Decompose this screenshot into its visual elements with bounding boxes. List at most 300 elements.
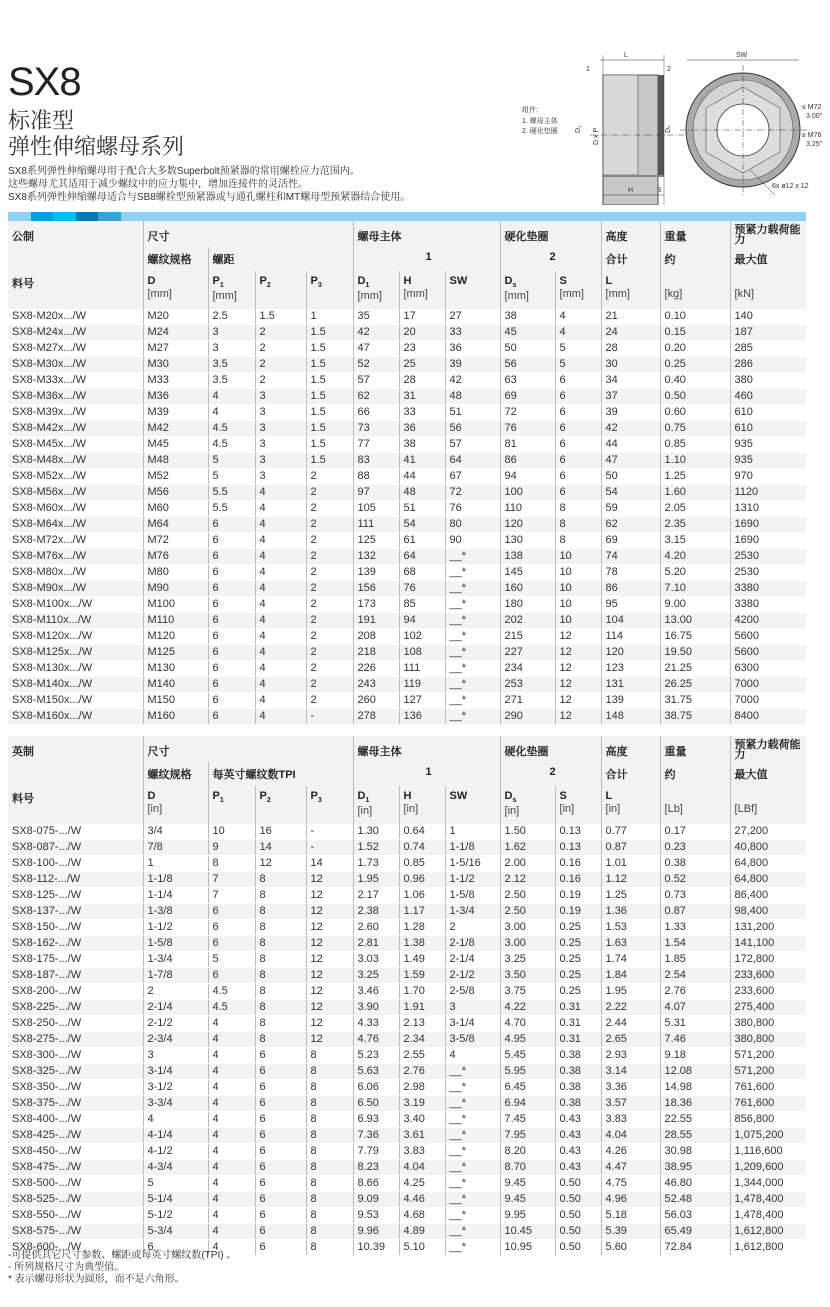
table-cell: 6.50 — [353, 1096, 399, 1112]
table-cell: 3.75 — [500, 984, 555, 1000]
nut-diagram — [510, 45, 830, 205]
table-cell: 0.31 — [555, 1016, 601, 1032]
table-cell: 2.12 — [500, 872, 555, 888]
table-cell: 9.09 — [353, 1192, 399, 1208]
table-cell: 0.77 — [601, 824, 660, 840]
table-cell: 0.25 — [660, 357, 730, 373]
table-cell: 4 — [255, 709, 306, 725]
column-symbol: L — [605, 275, 613, 287]
table-cell: 42 — [601, 421, 660, 437]
header-column — [306, 271, 353, 309]
table-cell: 2 — [255, 341, 306, 357]
table-cell: 4.47 — [601, 1160, 660, 1176]
part-number-cell: SX8-425-.../W — [8, 1128, 143, 1144]
table-cell: 108 — [399, 645, 445, 661]
component-1-label: 1. 螺母主体 — [522, 118, 558, 125]
table-cell: 3 — [445, 1000, 500, 1016]
table-cell: 0.50 — [555, 1224, 601, 1240]
table-row — [8, 1208, 806, 1224]
table-cell: 1-1/8 — [143, 872, 208, 888]
table-cell: 271 — [500, 693, 555, 709]
table-cell: 5.63 — [353, 1064, 399, 1080]
table-cell: 6.93 — [353, 1112, 399, 1128]
table-cell: 10 — [555, 581, 601, 597]
table-cell: 1.73 — [353, 856, 399, 872]
table-cell: 8 — [555, 517, 601, 533]
table-cell: 86 — [601, 581, 660, 597]
column-symbol: D — [147, 275, 156, 287]
table-cell: 74 — [601, 549, 660, 565]
table-cell: 56 — [445, 421, 500, 437]
table-cell: 2 — [306, 469, 353, 485]
table-cell: 4200 — [730, 613, 806, 629]
table-cell: 13.00 — [660, 613, 730, 629]
table-cell: 5.95 — [500, 1064, 555, 1080]
table-cell: 1.12 — [601, 872, 660, 888]
table-cell: 52 — [353, 357, 399, 373]
part-number-cell: SX8-550-.../W — [8, 1208, 143, 1224]
table-cell: 47 — [601, 453, 660, 469]
table-cell: 20 — [399, 325, 445, 341]
table-cell: 0.25 — [555, 952, 601, 968]
table-cell: 6 — [255, 1096, 306, 1112]
table-cell: 10 — [555, 565, 601, 581]
table-cell: 100 — [500, 485, 555, 501]
table-cell: 4.89 — [399, 1224, 445, 1240]
table-cell: 4 — [255, 485, 306, 501]
table-cell: 8 — [306, 1048, 353, 1064]
table-cell: 1.5 — [306, 325, 353, 341]
table-cell: 131,200 — [730, 920, 806, 936]
table-row — [8, 888, 806, 904]
part-number-cell: SX8-M39x.../W — [8, 405, 143, 421]
table-cell: 12 — [306, 984, 353, 1000]
table-cell: 6 — [255, 1048, 306, 1064]
header-washer: 硬化垫圈 — [500, 736, 601, 762]
table-cell: 1.59 — [399, 968, 445, 984]
table-cell: 1.5 — [306, 389, 353, 405]
table-cell: 1.5 — [306, 373, 353, 389]
table-cell: 215 — [500, 629, 555, 645]
table-cell: 68 — [399, 565, 445, 581]
footnote: - 所列规格尺寸为典型值。 — [8, 1262, 125, 1273]
table-cell: 47 — [353, 341, 399, 357]
table-cell: 1-3/4 — [143, 952, 208, 968]
table-cell: 2.44 — [601, 1016, 660, 1032]
table-cell: 52.48 — [660, 1192, 730, 1208]
table-cell: 3.83 — [399, 1144, 445, 1160]
table-cell: 2 — [306, 629, 353, 645]
table-cell: 8 — [255, 920, 306, 936]
table-cell: 3 — [143, 1048, 208, 1064]
header-column — [255, 271, 306, 309]
table-cell: 1.5 — [306, 341, 353, 357]
table-cell: 6 — [208, 533, 255, 549]
table-cell: M160 — [143, 709, 208, 725]
table-cell: 4 — [208, 1240, 255, 1256]
table-cell: 76 — [500, 421, 555, 437]
header-weight: 重量 — [660, 736, 730, 762]
table-cell: 935 — [730, 437, 806, 453]
table-cell: 1.84 — [601, 968, 660, 984]
table-cell: 57 — [353, 373, 399, 389]
table-cell: 104 — [601, 613, 660, 629]
table-cell: 4 — [208, 1144, 255, 1160]
table-cell: 12 — [555, 661, 601, 677]
column-unit: [Lb] — [664, 803, 683, 815]
table-cell: 7.79 — [353, 1144, 399, 1160]
table-cell: 48 — [445, 389, 500, 405]
table-row — [8, 952, 806, 968]
table-cell: 65.49 — [660, 1224, 730, 1240]
table-cell: 19.50 — [660, 645, 730, 661]
header-max: 最大值 — [730, 762, 806, 786]
table-cell: 120 — [601, 645, 660, 661]
table-cell: 0.96 — [399, 872, 445, 888]
table-cell: 1-5/16 — [445, 856, 500, 872]
table-cell: 1.5 — [306, 437, 353, 453]
table-cell: 8 — [255, 888, 306, 904]
table-cell: 59 — [601, 501, 660, 517]
table-cell: 8 — [555, 501, 601, 517]
table-cell: 1-3/8 — [143, 904, 208, 920]
table-cell: 5600 — [730, 645, 806, 661]
table-cell: 12 — [306, 968, 353, 984]
table-cell: 141,100 — [730, 936, 806, 952]
header-pitch: 螺距 — [208, 247, 353, 271]
table-cell: 8 — [555, 533, 601, 549]
table-cell: 7.95 — [500, 1128, 555, 1144]
column-symbol: SW — [449, 790, 468, 802]
table-cell: 21 — [601, 309, 660, 325]
table-cell: 8 — [208, 856, 255, 872]
table-cell: 6 — [555, 485, 601, 501]
table-cell: 1-1/2 — [445, 872, 500, 888]
table-cell: 3.61 — [399, 1128, 445, 1144]
table-cell: 86,400 — [730, 888, 806, 904]
table-cell: 1.95 — [353, 872, 399, 888]
table-cell: 3.5 — [208, 373, 255, 389]
footnote: -可提供其它尺寸参数、螺距或每英寸螺纹数(TPI) 。 — [8, 1250, 237, 1261]
table-cell: 935 — [730, 453, 806, 469]
table-cell: 9.53 — [353, 1208, 399, 1224]
column-subscript: 2 — [266, 797, 271, 805]
table-row — [8, 677, 806, 693]
intro-line: 这些螺母尤其适用于减少螺纹中的应力集中，增加连接件的灵活性。 — [8, 179, 308, 190]
table-row — [8, 1144, 806, 1160]
table-row — [8, 373, 806, 389]
table-cell: 7000 — [730, 693, 806, 709]
table-cell: 6 — [555, 405, 601, 421]
table-cell: 0.85 — [399, 856, 445, 872]
table-cell: 4.26 — [601, 1144, 660, 1160]
table-cell: 5.5 — [208, 501, 255, 517]
table-cell: 10.39 — [353, 1240, 399, 1256]
table-cell: 8 — [255, 904, 306, 920]
table-cell: 5.5 — [208, 485, 255, 501]
table-cell: 12 — [555, 709, 601, 725]
table-cell: 6 — [143, 1240, 208, 1256]
holes-label: 6x ø12 x 12 — [772, 183, 809, 190]
table-cell: 0.19 — [555, 888, 601, 904]
table-cell: 12.08 — [660, 1064, 730, 1080]
header-height: 高度 — [601, 221, 660, 247]
table-cell: 571,200 — [730, 1048, 806, 1064]
table-cell: 1-7/8 — [143, 968, 208, 984]
part-number-cell: SX8-225-.../W — [8, 1000, 143, 1016]
part-number-cell: SX8-M90x.../W — [8, 581, 143, 597]
table-cell: 8 — [255, 1016, 306, 1032]
part-number-cell: SX8-M150x.../W — [8, 693, 143, 709]
table-cell: __* — [445, 1144, 500, 1160]
table-cell: __* — [445, 1096, 500, 1112]
table-cell: 119 — [399, 677, 445, 693]
table-cell: __* — [445, 677, 500, 693]
table-cell: M90 — [143, 581, 208, 597]
table-row — [8, 872, 806, 888]
table-cell: 3 — [255, 437, 306, 453]
table-cell: 856,800 — [730, 1112, 806, 1128]
table-cell: M20 — [143, 309, 208, 325]
table-cell: __* — [445, 1128, 500, 1144]
table-cell: 6 — [208, 936, 255, 952]
part-number-cell: SX8-M120x.../W — [8, 629, 143, 645]
table-cell: 7.36 — [353, 1128, 399, 1144]
table-cell: 1690 — [730, 533, 806, 549]
table-cell: M42 — [143, 421, 208, 437]
table-cell: 39 — [445, 357, 500, 373]
dim-S: S — [657, 187, 662, 194]
table-row — [8, 984, 806, 1000]
table-cell: 45 — [500, 325, 555, 341]
table-cell: 62 — [601, 517, 660, 533]
table-cell: 160 — [500, 581, 555, 597]
table-cell: 2 — [306, 517, 353, 533]
table-cell: 23 — [399, 341, 445, 357]
column-unit: [in] — [559, 803, 575, 815]
header-max: 最大值 — [730, 247, 806, 271]
header-column — [660, 271, 730, 309]
table-cell: 2 — [306, 581, 353, 597]
table-cell: 1.85 — [660, 952, 730, 968]
dim-D1: D₁ — [575, 125, 582, 133]
table-cell: 10 — [555, 613, 601, 629]
table-cell: 2 — [306, 693, 353, 709]
table-cell: 3.00 — [500, 936, 555, 952]
table-cell: 5 — [208, 469, 255, 485]
table-cell: 6 — [208, 565, 255, 581]
table-cell: 8400 — [730, 709, 806, 725]
table-cell: 1.95 — [601, 984, 660, 1000]
table-row — [8, 485, 806, 501]
table-cell: 30 — [601, 357, 660, 373]
part-number-cell: SX8-M60x.../W — [8, 501, 143, 517]
table-cell: 1.70 — [399, 984, 445, 1000]
table-cell: 64,800 — [730, 872, 806, 888]
table-cell: 36 — [445, 341, 500, 357]
table-cell: 2 — [306, 613, 353, 629]
table-cell: 2.00 — [500, 856, 555, 872]
table-cell: 21.25 — [660, 661, 730, 677]
table-cell: 139 — [353, 565, 399, 581]
table-cell: 0.20 — [660, 341, 730, 357]
table-row — [8, 856, 806, 872]
table-row — [8, 1112, 806, 1128]
table-cell: 12 — [306, 904, 353, 920]
table-cell: 0.50 — [555, 1208, 601, 1224]
table-cell: 3380 — [730, 581, 806, 597]
table-cell: 4.70 — [500, 1016, 555, 1032]
table-cell: 1,478,400 — [730, 1208, 806, 1224]
table-cell: 64 — [445, 453, 500, 469]
table-cell: 0.43 — [555, 1128, 601, 1144]
table-cell: M36 — [143, 389, 208, 405]
part-number-cell: SX8-575-.../W — [8, 1224, 143, 1240]
table-cell: 6 — [208, 517, 255, 533]
table-cell: 85 — [399, 597, 445, 613]
table-cell: 6.06 — [353, 1080, 399, 1096]
table-cell: 0.13 — [555, 824, 601, 840]
part-number-cell: SX8-M33x.../W — [8, 373, 143, 389]
column-subscript: s — [512, 797, 517, 805]
table-cell: 0.38 — [555, 1096, 601, 1112]
table-cell: 6 — [255, 1208, 306, 1224]
table-cell: 6.45 — [500, 1080, 555, 1096]
table-cell: 123 — [601, 661, 660, 677]
table-cell: 7 — [208, 888, 255, 904]
table-cell: 16.75 — [660, 629, 730, 645]
table-cell: 4 — [143, 1112, 208, 1128]
table-cell: 33 — [445, 325, 500, 341]
table-cell: 4 — [208, 1016, 255, 1032]
part-number-cell: SX8-125-.../W — [8, 888, 143, 904]
header-column — [255, 786, 306, 824]
header-weight: 重量 — [660, 221, 730, 247]
header-column — [555, 271, 601, 309]
callout-2: 2 — [667, 66, 671, 73]
table-cell: 4 — [255, 501, 306, 517]
table-cell: 38.75 — [660, 709, 730, 725]
table-cell: 3.46 — [353, 984, 399, 1000]
table-cell: 172,800 — [730, 952, 806, 968]
table-cell: 12 — [555, 693, 601, 709]
table-cell: 2.35 — [660, 517, 730, 533]
table-cell: 2.55 — [399, 1048, 445, 1064]
table-cell: 88 — [353, 469, 399, 485]
table-cell: 1.54 — [660, 936, 730, 952]
table-cell: 2.5 — [208, 309, 255, 325]
table-cell: M110 — [143, 613, 208, 629]
table-cell: 56.03 — [660, 1208, 730, 1224]
table-cell: 2-5/8 — [445, 984, 500, 1000]
table-row — [8, 693, 806, 709]
table-row — [8, 1096, 806, 1112]
table-cell: 2 — [306, 549, 353, 565]
table-cell: 2 — [306, 677, 353, 693]
table-cell: 98,400 — [730, 904, 806, 920]
table-cell: 2.17 — [353, 888, 399, 904]
table-cell: 5600 — [730, 629, 806, 645]
header-approx: 约 — [660, 247, 730, 271]
table-cell: 6 — [255, 1176, 306, 1192]
table-cell: 3.14 — [601, 1064, 660, 1080]
table-cell: 6 — [555, 373, 601, 389]
table-cell: 7.10 — [660, 581, 730, 597]
table-cell: 67 — [445, 469, 500, 485]
table-cell: 4 — [208, 1224, 255, 1240]
table-cell: 8 — [255, 1000, 306, 1016]
table-cell: M48 — [143, 453, 208, 469]
table-cell: __* — [445, 565, 500, 581]
table-cell: M33 — [143, 373, 208, 389]
table-cell: 8 — [255, 872, 306, 888]
table-cell: 8 — [306, 1128, 353, 1144]
table-cell: 8 — [306, 1160, 353, 1176]
table-cell: 1,612,800 — [730, 1240, 806, 1256]
table-cell: M76 — [143, 549, 208, 565]
table-cell: 3 — [255, 389, 306, 405]
table-cell: 6 — [255, 1240, 306, 1256]
table-row — [8, 597, 806, 613]
table-cell: 4 — [555, 309, 601, 325]
table-cell: 761,600 — [730, 1096, 806, 1112]
header-load: 预紧力载荷能力 — [730, 736, 806, 762]
table-row — [8, 824, 806, 840]
table-cell: 1-5/8 — [143, 936, 208, 952]
table-cell: 86 — [500, 453, 555, 469]
table-cell: 1.36 — [601, 904, 660, 920]
table-cell: 6300 — [730, 661, 806, 677]
table-cell: 39 — [601, 405, 660, 421]
table-cell: 2.76 — [660, 984, 730, 1000]
table-cell: 6 — [208, 597, 255, 613]
table-cell: 1.28 — [399, 920, 445, 936]
table-cell: 2-1/4 — [445, 952, 500, 968]
table-cell: 2 — [255, 373, 306, 389]
column-symbol: P — [310, 790, 318, 802]
table-cell: 12 — [306, 888, 353, 904]
table-cell: 761,600 — [730, 1080, 806, 1096]
table-row — [8, 581, 806, 597]
table-cell: 5.45 — [500, 1048, 555, 1064]
table-cell: 12 — [306, 1000, 353, 1016]
table-cell: 5.31 — [660, 1016, 730, 1032]
table-cell: 7000 — [730, 677, 806, 693]
table-cell: 28 — [399, 373, 445, 389]
table-cell: 2.38 — [353, 904, 399, 920]
table-cell: 0.25 — [555, 968, 601, 984]
table-cell: 6 — [208, 661, 255, 677]
table-cell: 208 — [353, 629, 399, 645]
table-cell: 278 — [353, 709, 399, 725]
table-cell: 27,200 — [730, 824, 806, 840]
header-height: 高度 — [601, 736, 660, 762]
part-number-cell: SX8-112-.../W — [8, 872, 143, 888]
table-cell: 4.04 — [399, 1160, 445, 1176]
table-cell: 7/8 — [143, 840, 208, 856]
table-cell: 2.76 — [399, 1064, 445, 1080]
table-row — [8, 1224, 806, 1240]
table-cell: 0.25 — [555, 936, 601, 952]
table-cell: 8 — [306, 1176, 353, 1192]
table-cell: 1.10 — [660, 453, 730, 469]
table-cell: 6 — [255, 1160, 306, 1176]
table-cell: 6 — [208, 904, 255, 920]
table-cell: 3/4 — [143, 824, 208, 840]
table-cell: 5-3/4 — [143, 1224, 208, 1240]
table-cell: 1.63 — [601, 936, 660, 952]
table-cell: 8 — [306, 1240, 353, 1256]
